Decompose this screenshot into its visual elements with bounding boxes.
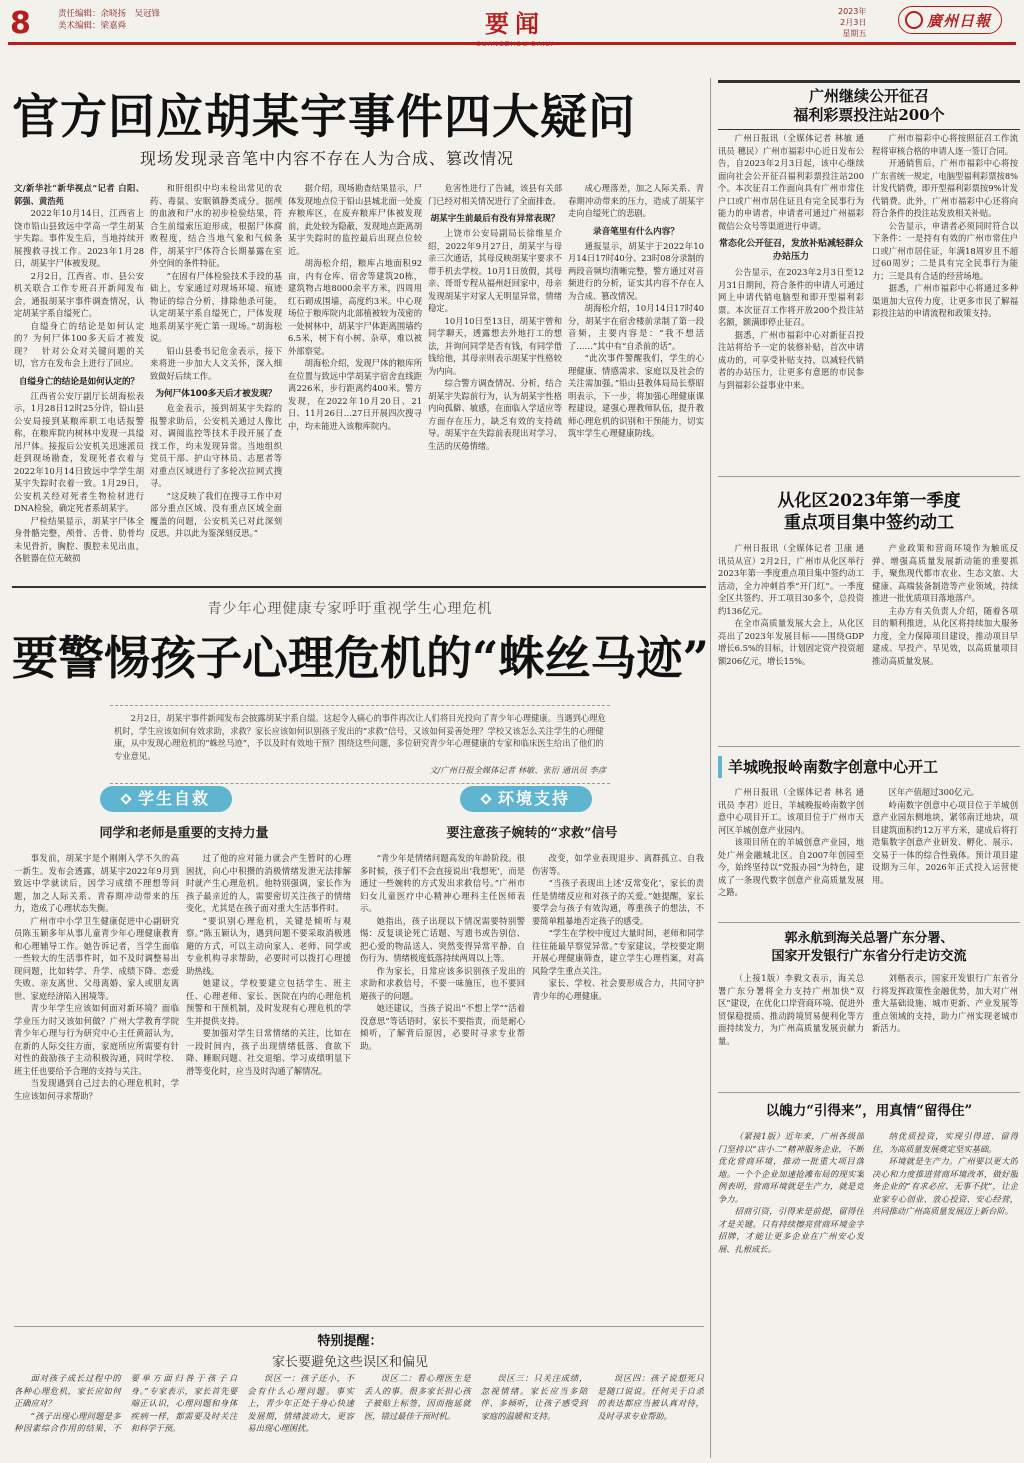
paragraph: 广州日报讯（全媒体记者 林敏 通讯员 穗民）广州市福彩中心近日发布公告，自2023年2月3日起，该中心继续面向社会公开征召福利彩票投注站200个。本次征召工作面向具有广州市常住户口或广州市居住证且有完全民事行为能力的申请者，申请者可通过广州福彩微信公众号等渠道进行申请。 (718, 133, 864, 231)
paragraph: “这反映了我们在搜寻工作中对部分重点区域、没有重点区域全面覆盖的问题，公安机关已对此深刻反思，并以此为鉴深刻反思。” (150, 490, 282, 538)
conghua-column-1 (718, 542, 864, 738)
paragraph: 据悉，广州市福彩中心对新征召投注站将给予一定的装修补贴，首次申请成功的，可享受补贴支持，以减轻代销者的办站压力，让更多有意愿的市民参与到福彩公益事业中来。 (718, 329, 864, 390)
lead-headline: 官方回应胡某宇事件四大疑问 (12, 90, 636, 145)
brand-name: 廣州日報 (927, 11, 992, 30)
paragraph: 事发前，胡某宇是个刚刚入学不久的高一新生。发布会透露，胡某宇2022年9月到致远中学就读后，因学习成绩不理想等问题，加之人际关系、青春期冲动带来的压力，造成了心理状态失衡。 (14, 853, 179, 913)
story2-headline: 要警惕孩子心理危机的“蛛丝马迹” (12, 631, 709, 685)
paragraph: （紧接1版）近年来，广州各级部门坚持以“店小二”精神服务企业，不断优化营商环境，推动一批重大项目落地。一个个企业加速抢滩布局的现实案例表明，营商环境就是生产力，就是竞争力。 (718, 1131, 864, 1204)
paragraph: 误区一：孩子还小，不会有什么心理问题。事实上，青少年正处于身心快速发展期，情绪波动大，更容易出现心理困扰。 (247, 1373, 354, 1433)
paragraph: “此次事件警醒我们，学生的心理健康、情感需求、家庭以及社会的关注需加强。”铅山县教体局局长蔡昭明表示，下一步，将加强心理健康课程建设，建强心理教师队伍，提升教师心理危机的识别和干预能力，切实筑牢学生心理健康防线。 (568, 353, 704, 438)
paragraph: “学生在学校中度过大量时间，老师和同学往往能最早察觉异常。”专家建议，学校要定期开展心理健康筛查，建立学生心理档案，对高风险学生重点关注。 (532, 928, 704, 976)
paragraph: 要加强对学生日常情绪的关注，比如在一段时间内，孩子出现情绪低落、食欲下降、睡眠问题、社交退缩、学习成绩明显下滑等变化时，应当及时沟通了解情况。 (186, 1028, 351, 1076)
headline-line: 国家开发银行广东省分行走访交流 (771, 949, 967, 964)
paragraph: 纳优质投资，实现引得进、留得住，为高质量发展奠定坚实基础。 (872, 1131, 1018, 1154)
paragraph: 危金表示，接到胡某宇失踪的报警求助后，公安机关通过人像比对、调阅监控等技术手段开展了查找工作，均未发现异常。当地组织党员干部、护山守林员、志愿者等对重点区域进行了多轮次拉网式搜寻。 (150, 403, 282, 488)
paragraph: 广州市福彩中心将按照征召工作流程将审核合格的申请人逐一签订合同。 (872, 133, 1018, 156)
paragraph: 岭南数字创意中心项目位于羊城创意产业园东侧地块，紧邻南迁地块，项目建筑面积约12万平方米，建成后将打造集数字创意产业研发、孵化、展示、交易于一体的综合性载体。预计项目建设期为三年，2026年正式投入运营使用。 (872, 799, 1018, 885)
customs-column-1 (718, 972, 864, 1084)
paragraph: “在固有尸体检验技术手段的基础上，专家通过对现场环境、痕迹物证的综合分析，排除他杀可能，认定胡某宇系自缢死亡，尸体发现地系胡某宇死亡第一现场。”胡海松说。 (150, 270, 282, 343)
paragraph: 误区三：只关注成绩，忽视情绪。家长应当多陪伴、多倾听，让孩子感受到家庭的温暖和支持。 (480, 1373, 588, 1421)
paragraph: “孩子出现心理问题是多种因素综合作用的结果，不要单方面归咎于孩子自身。”专家表示，家长首先要端正认识，心理问题和身体疾病一样，都需要及时关注和科学干预。 (14, 1373, 238, 1433)
paragraph: 主办方有关负责人介绍，随着各项目的顺利推进，从化区将持续加大服务力度，全力保障项目建设，推动项目早建成、早投产、早见效，以高质量项目推动高质量发展。 (872, 605, 1018, 666)
diamond-icon (480, 793, 491, 804)
section-subhead: 自缢身亡的结论是如何认定的？ (18, 376, 140, 387)
paragraph: 综合警方调查情况、分析，结合胡某宇失踪前行为，认为胡某宇性格内向孤僻、敏感，在面临入学适应等方面存在压力，缺乏有效的支持疏导。胡某宇在失踪前表现出对学习、生活的厌倦情绪。 (428, 378, 562, 451)
headline-line: 福利彩票投注站200个 (793, 106, 945, 124)
art-editor-line: 美术编辑：梁嘉舜 (58, 21, 127, 31)
section-title: 要闻 (485, 9, 545, 38)
headline-line: 从化区2023年第一季度 (777, 491, 961, 511)
story-divider (718, 746, 1020, 747)
paragraph: 2022年10月14日，江西省上饶市铅山县致远中学高一学生胡某宇失踪。事件发生后，当地持续开展搜救寻找工作。2023年1月28日，胡某宇尸体被发现。 (14, 208, 144, 268)
diamond-icon (120, 793, 131, 804)
paragraph: 尸检结果显示，胡某宇尸体全身骨骼完整，颅骨、舌骨、肋骨均未见骨折，胸腔、腹腔未见出血，各脏器在位无破损 (14, 515, 144, 563)
story2-column-a (14, 852, 179, 1322)
date-week: 星期五 (842, 29, 867, 38)
paragraph: 据介绍，现场勘查结果显示，尸体发现地点位于铅山县城北面一处废弃粮库区，在废弃粮库尸体被发现前，此处较为隐蔽，发现地点距离胡某宇失踪时的监控最后出现点位较近。 (288, 183, 422, 256)
lead-column-5 (568, 182, 704, 577)
section-subhead: 常态化公开征召，发放补贴减轻群众办站压力 (718, 239, 863, 262)
paragraph: 广州市中小学卫生健康促进中心副研究员陈玉颖多年从事儿童青少年心理健康教育和心理辅导工作。她告诉记者，当学生面临一些较大的生活事件时，如不及时调整易出现问题，比如转学、升学、成绩下降、恋爱失败、亲友离世、父母离婚、家人或朋友离世、家庭经济陷入困境等。 (14, 915, 179, 1001)
story2-lead-text: 2月2日，胡某宇事件新闻发布会披露胡某宇系自缢。这起令人痛心的事件再次让人们将目光投向了青少年心理健康。当遇到心理危机时，学生应该如何有效求助，求救？家长应该如何识别孩子发出的“求救”信号，又该如何妥善处理？学校又该怎么关注学生的心理健康，从中发现心理危机的“蛛丝马迹”，予以及时有效地干预？围绕这些问题，多位研究青少年心理健康的专家和临床医生给出了他们的专业意见。 (114, 713, 606, 761)
tips-body (14, 1372, 704, 1460)
paragraph: 胡海松介绍，10月14日17时40分，胡某宇在宿舍楼前录制了第一段音频，主要内容是：“我不想活了……”其中有“自杀前的话”。 (568, 303, 704, 351)
headline-line: 重点项目集中签约动工 (784, 513, 954, 533)
paragraph: （上接1版）李毅文表示，海关总署广东分署将全力支持广州加快“双区”建设，在优化口岸营商环境、促进外贸保稳提质、推动跨境贸易便利化等方面持续发力，为广州高质量发展贡献力量。 (718, 973, 864, 1046)
story2-column-d (532, 852, 704, 1322)
lead-column-1 (14, 182, 144, 577)
paragraph: 刘楷表示，国家开发银行广东省分行将发挥政策性金融优势，加大对广州重大基础设施、城市更新、产业发展等重点领域的支持，助力广州实现老城市新活力。 (872, 973, 1018, 1033)
page-number: 8 (10, 6, 31, 41)
paragraph: 误区四：孩子说想死只是随口说说。任何关于自杀的表达都应当被认真对待，及时寻求专业帮助。 (597, 1373, 704, 1421)
paragraph: 家长、学校、社会要形成合力，共同守护青少年的心理健康。 (532, 978, 704, 1001)
lottery-column-2 (872, 132, 1018, 470)
story2-lead (110, 705, 610, 784)
environment-support-badge (460, 786, 592, 812)
paragraph: 该项目所在的羊城创意产业园，地处广州金融城北区。自2007年创园至今，始终坚持以“党报办园”为特色，建成了一条现代数字创意产业高质量发展之路。 (718, 837, 864, 897)
paragraph: 自缢身亡的结论是如何认定的？为何尸体100多天后才被发现？ 针对公众对关键问题的关切，官方在发布会上进行了回应。 (14, 320, 144, 368)
story-digital-center-title: 羊城晚报岭南数字创意中心开工 (718, 756, 1020, 778)
paragraph: 产业政策和营商环境作为触底反弹、增强高质量发展新动能的重要抓手，聚焦现代都市农业、生态文旅、大健康、高端装备制造等产业领域，持续推进一批优质项目落地落户。 (872, 543, 1018, 603)
editorial-column-2 (872, 1130, 1018, 1458)
lottery-column-1 (718, 132, 864, 470)
newspaper-brand (898, 6, 1002, 34)
editor-credits (58, 8, 160, 32)
digital-column-2 (872, 786, 1018, 920)
paragraph: 公告显示，在2023年2月3日至12月31日期间，符合条件的申请人可通过网上申请代销电脑型和即开型福利彩票。本次征召工作将开放200个投注站名额，额满即停止征召。 (718, 267, 864, 327)
tips-divider (14, 1326, 704, 1327)
badge-label: 学生自救 (138, 789, 211, 808)
lead-column-3 (288, 182, 422, 577)
customs-column-2 (872, 972, 1018, 1084)
paragraph: 文/新华社“新华视点”记者 白阳、郭强、黄浩苑 (14, 183, 144, 206)
lead-subheadline: 现场发现录音笔中内容不存在人为合成、篡改情况 (140, 149, 515, 168)
paragraph: 当发现遇到自己过去的心理危机时，学生应该如何寻求帮助？ (14, 1078, 179, 1101)
story2-column-b (186, 852, 351, 1322)
masthead (0, 0, 1024, 46)
paragraph: 江西省公安厅副厅长胡海松表示，1月28日12时25分许，铅山县公安局接到某粮库职工电话报警称，在粮库院内树林中发现一具缢吊尸体。接报后公安机关迅速派员赶到现场勘查，发现死者衣着与2022年10月14日致远中学学生胡某宇失踪时衣着一致。1月29日，公安机关经对死者生物检材进行DNA检验，确定死者系胡某宇。 (14, 390, 144, 513)
paragraph: 广州日报讯（全媒体记者 卫康 通讯员从宣）2月2日，广州市从化区举行2023年第一季度重点项目集中签约动工活动，全力冲刺首季“开门红”。一季度全区共签约、开工项目30多个，总投资约136亿元。 (718, 543, 864, 616)
paragraph: 区年产值超过300亿元。 (888, 787, 980, 797)
story-lottery-title (718, 80, 1020, 130)
paragraph: 据悉，广州市福彩中心将通过多种渠道加大宣传力度，让更多市民了解福彩投注站的申请流程和政策支持。 (872, 283, 1018, 318)
paragraph: 招商引资，引得来是前提，留得住才是关键。只有持续擦亮营商环境金字招牌，才能让更多企业在广州安心发展、扎根成长。 (718, 1206, 864, 1254)
paragraph: 2月2日，江西省、市、县公安机关联合工作专班召开新闻发布会，通报胡某宇事件调查情况，认定胡某宇系自缢死亡。 (14, 270, 144, 318)
paragraph: 通报显示，胡某宇于2022年10月14日17时40分、23时08分录制的两段音频均清晰完整，警方通过对音频进行的分析，证实其内容不存在人为合成、篡改情况。 (568, 240, 704, 301)
headline-line: 广州继续公开征召 (808, 87, 929, 105)
paragraph: 上饶市公安局副局长徐维星介绍，2022年9月27日，胡某宇与母亲三次通话，其母反映胡某宇要求不带手机去学校。10月1日放假，其母亲、哥哥专程从福州赶回家中，母亲发现胡某宇对家人无明显异常，情绪稳定。 (428, 228, 562, 313)
student-self-help-badge (100, 786, 232, 812)
date-day: 2月3日 (840, 18, 867, 27)
story-editorial-title: 以魄力“引得来”，用真情“留得住” (765, 1103, 973, 1119)
paragraph: 胡海松介绍，发现尸体的粮库所在位置与致远中学胡某宇宿舍直线距离226米，步行距离约400米。警方发现，在2022年10月20日、21日、11月26日…27日开展四次搜寻中，均未能进入该粮库院内。 (288, 358, 422, 431)
paragraph: 误区二：看心理医生是丢人的事。很多家长担心孩子被贴上标签，因而拖延就医，错过最佳干预时机。 (363, 1373, 471, 1421)
digital-column-1 (718, 786, 864, 920)
left-deck: 同学和老师是重要的支持力量 (99, 826, 269, 841)
paragraph: 她还建议，当孩子说出“不想上学”“活着没意思”等话语时，家长不要指责，而是耐心倾听，了解背后原因，必要时寻求专业帮助。 (360, 1003, 525, 1051)
paragraph: 她建议，学校要建立包括学生、班主任、心理老师、家长、医院在内的心理危机预警和干预机制，及时发现有心理危机的学生并提供支持。 (186, 978, 351, 1026)
paragraph: 广州日报讯（全媒体记者 林名 通讯员 李君）近日，羊城晚报岭南数字创意中心项目开工。该项目位于广州市天河区羊城创意产业园内。 (718, 787, 864, 835)
paragraph: 过了他的应对能力就会产生暂时的心理困扰，向心中积攒的消极情绪发泄无法排解时就产生心理危机。他特别强调，家长作为孩子最亲近的人，需要密切关注孩子的情绪变化，尤其是在孩子面对重大生活事件时。 (186, 853, 351, 913)
paragraph: 她指出，孩子出现以下情况需要特别警惕：反复谈论死亡话题、写遗书或告别信、把心爱的物品送人、突然变得异常平静、自伤行为、情绪极度低落持续两周以上等。 (360, 915, 525, 963)
paragraph: 危害性进行了告诫，该县有关部门已经对相关情况进行了全面排查。 (428, 183, 562, 206)
paragraph: “要识别心理危机，关键是倾听与观察。”陈玉颖认为，遇到问题不要采取消极逃避的方式，可以主动向家人、老师、同学或专业机构寻求帮助，必要时可以拨打心理援助热线。 (186, 915, 351, 976)
tips-kicker: 特别提醒： (317, 1334, 383, 1349)
paragraph: 青少年学生应该如何面对新环境？面临学业压力时又该如何做？广州大学教育学院青少年心理与行为研究中心主任黄韶认为，在新的人际交往方面，家庭所应所需要有针对性的鼓励孩子主动积极沟通，同时学校、班主任也要给予合理的支持与关注。 (14, 1003, 179, 1076)
headline-line: 郭永航到海关总署广东分署、 (784, 931, 954, 946)
paragraph: 作为家长，日常应该多识别孩子发出的求助和求救信号，不要一味施压，也不要回避孩子的问题。 (360, 965, 525, 1001)
section-subhead: 为何尸体100多天后才被发现？ (155, 389, 277, 399)
issue-date (838, 6, 866, 39)
paragraph: 公告显示，申请者必须同时符合以下条件：一是持有有效的广州市常住户口或广州市居住证，年满18周岁且不超过60周岁；二是具有完全民事行为能力；三是具有合适的经营场地。 (872, 220, 1018, 281)
paragraph: “青少年是情绪问题高发的年龄阶段。很多时候，孩子们不会直接说出‘我想死’，而是通过一些婉转的方式发出求救信号。”广州市妇女儿童医疗中心精神心理科主任医师表示。 (360, 853, 525, 913)
paragraph: 开通销售后，广州市福彩中心将按广东省统一规定，电脑型福利彩票按8%计发代销费，即开型福利彩票按9%计发代销费。此外，广州市福彩中心还将向符合条件的投注站发放相关补贴。 (872, 158, 1018, 218)
story-customs-title (718, 930, 1020, 966)
editorial-column-1 (718, 1130, 864, 1458)
paragraph: 成心理落差，加之人际关系、青春期冲动带来的压力，造成了胡某宇走向自缢死亡的悲剧。 (568, 183, 704, 218)
tips-title (200, 1330, 500, 1370)
right-deck: 要注意孩子婉转的“求救”信号 (446, 826, 618, 841)
story-divider (718, 476, 1020, 477)
story-divider (12, 586, 706, 588)
story2-byline: 文/广州日报全媒体记者 林敏、张衍 通讯员 李彦 (429, 765, 606, 775)
paragraph: 铅山县委书记危金表示，接下来将进一步加大人文关怀，深入细致做好后续工作。 (150, 345, 282, 381)
story-divider (718, 922, 1020, 923)
paragraph: 在全市高质量发展大会上，从化区亮出了2023年发展目标——围绕GDP增长6.5%的目标，计划固定资产投资超额206亿元，增长15%。 (718, 618, 864, 666)
story-conghua-title (718, 490, 1020, 534)
paragraph: 和肝组织中均未检出常见的农药、毒鼠、安眠镇静类成分。据颅的血液和尸水的初步检验结果，符合生前缢索压迫形成，根据尸体腐败程度，结合当地气象和气候条件，胡某宇尸体符合长期暴露在室外空间的条件特征。 (150, 183, 282, 268)
lead-column-2 (150, 182, 282, 577)
story-divider (718, 1092, 1020, 1093)
paragraph: 胡海松介绍，粮库占地面积92亩，内有仓库、宿舍等建筑20栋，建筑物占地8000余平方米，四周用红石砌成围墙，高度约3米。中心现场位于粮库院内北部植被较为茂密的一处树林中，胡某宇尸体距离围墙约6.5米，树下有小树、杂草，难以被外部察觉。 (288, 258, 422, 356)
paragraph: 环境就是生产力。广州要以更大的决心和力度推进营商环境改革，做好服务企业的“有求必应、无事不扰”，让企业家专心创业、放心投资、安心经营，共同推动广州高质量发展迈上新台阶。 (872, 1156, 1018, 1216)
paragraph: 面对孩子成长过程中的各种心理危机，家长应如何正确应对？ (14, 1373, 121, 1408)
conghua-column-2 (872, 542, 1018, 738)
editor-line: 责任编辑：余晓扬 吴冠锋 (58, 9, 161, 19)
paragraph: 改变，如学业表现退步、离群孤立、自我伤害等。 (532, 853, 704, 876)
section-subhead: 胡某宇生前最后有没有异常表现？ (430, 214, 560, 224)
badge-label: 环境支持 (498, 789, 571, 808)
paragraph: “当孩子表现出上述‘反常变化’，家长的责任是情绪反应和对孩子的关爱。”她提醒，家长要学会与孩子有效沟通，尊重孩子的想法，不要简单粗暴地否定孩子的感受。 (532, 878, 704, 926)
date-year: 2023年 (838, 7, 867, 16)
section-subhead: 录音笔里有什么内容？ (593, 226, 679, 237)
newspaper-logo-icon (905, 11, 923, 29)
story2-column-c (360, 852, 525, 1322)
story2-kicker: 青少年心理健康专家呼吁重视学生心理危机 (207, 601, 493, 617)
lead-column-4 (428, 182, 562, 577)
tips-headline: 家长要避免这些误区和偏见 (271, 1355, 428, 1370)
paragraph: 10月10日至13日，胡某宇曾和同学聊天，透露想去外地打工的想法，并询问同学是否有钱，有同学借钱给他，其母亲则表示胡某宇性格较为内向。 (428, 315, 562, 376)
masthead-rule (8, 42, 1016, 45)
column-divider (710, 78, 711, 1458)
